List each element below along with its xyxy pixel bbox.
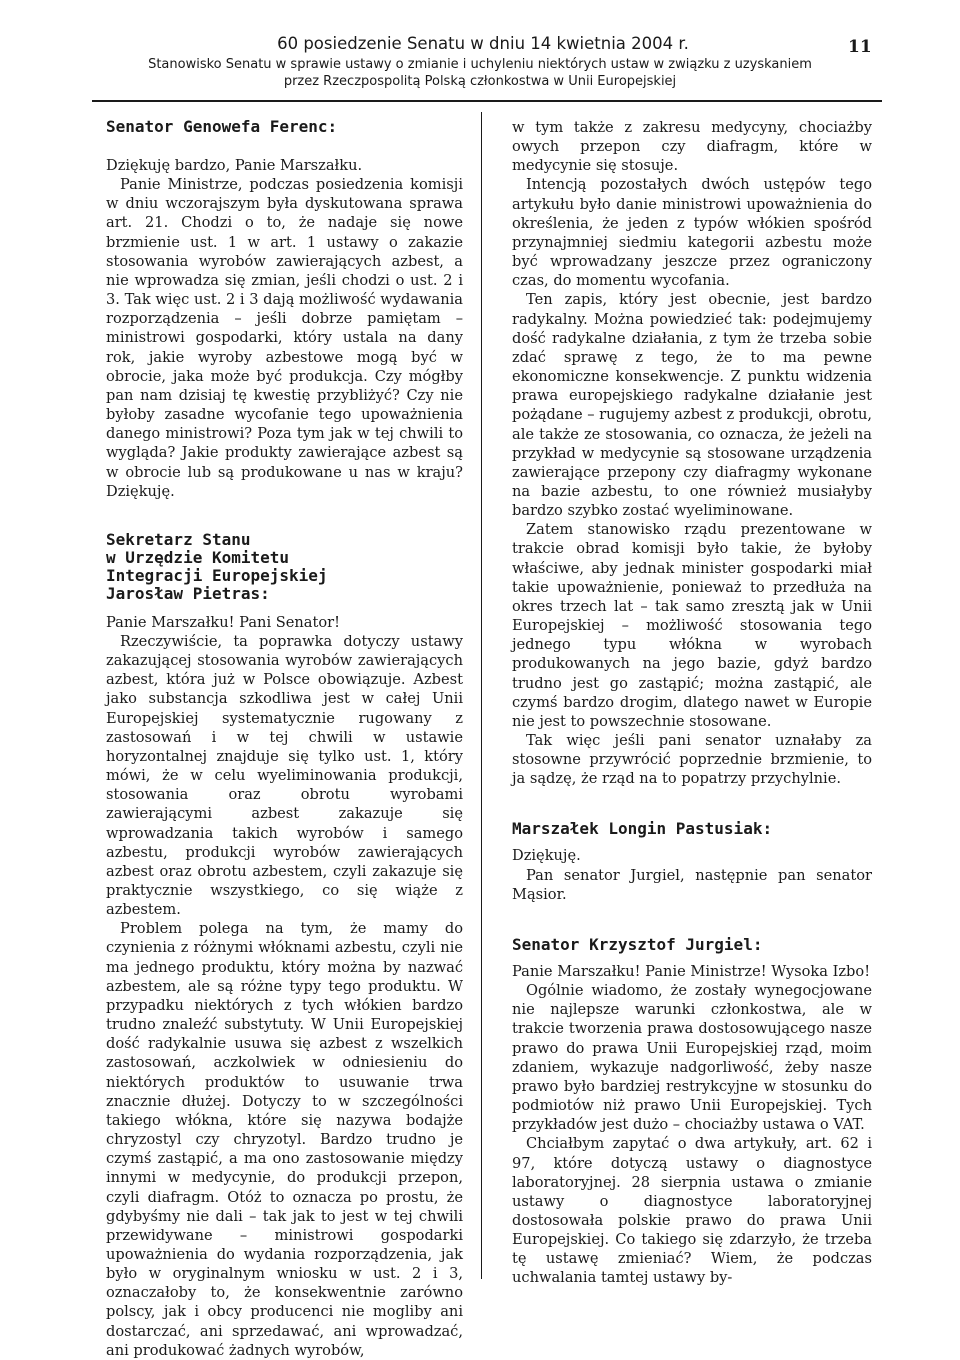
column-divider <box>481 112 482 1279</box>
paragraph: Ogólnie wiadomo, że zostały wynegocjowane nie najlepsze warunki członkostwa, ale w trakcie tworzenia prawa dostosowującego nasze prawo do prawa Unii Europejskiej rząd, moim zdaniem, wykazuje nadgorliwość, żeby nasze prawo było bardziej restrykcyjne w stosunku do podmiotów niż prawo Unii Europejskiej. Tych przykładów jest dużo – chociażby ustawa o VAT. <box>512 982 872 1134</box>
paragraph: Panie Marszałku! Pani Senator! <box>106 613 340 631</box>
paragraph: Panie Marszałku! Panie Ministrze! Wysoka Izbo! <box>512 962 871 980</box>
paragraph: Intencją pozostałych dwóch ustępów tego artykułu było danie ministrowi upoważnienia do określenia, że jeden z typów włókien spośród przynajmniej siedmiu kategorii azbestu może być wprowadzany jeszcze przez ograniczony czas, do momentu wycofania. <box>512 176 872 290</box>
left-column <box>106 118 463 1360</box>
speaker-heading: Sekretarz Stanu w Urzędzie Komitetu Integracji Europejskiej Jarosław Pietras: <box>106 529 328 603</box>
paragraph: Panie Ministrze, podczas posiedzenia komisji w dniu wczorajszym była dyskutowana sprawa art. 21. Chodzi o to, że nadaje się nowe brzmienie ust. 1 w art. 1 ustawy o zakazie stosowania wyrobów zawierających azbest, a nie wprowadza się zmian, jeśli chodzi o ust. 2 i 3. Tak więc ust. 2 i 3 dają możliwość wydawania rozporządzenia – jeśli dobrze pamiętam – ministrowi gospodarki, który ustala na dany rok, jakie wyroby azbestowe mogą być w obrocie, jaka może być produkcja. Czy mógłby pan nam dzisiaj tę kwestię przybliżyć? Czy nie byłoby zasadne wycofanie tego upoważnienia danego ministrowi? Poza tym jak w tej chwili to wygląda? Jakie produkty zawierające azbest są w obrocie lub są produkowane u nas w kraju? Dziękuję. <box>106 176 464 500</box>
page-number: 11 <box>848 37 872 57</box>
paragraph: Tak więc jeśli pani senator uznałaby za stosowne przywrócić poprzednie brzmienie, to ja sądzę, że rząd na to popatrzy przychylnie. <box>512 732 872 788</box>
paragraph: Problem polega na tym, że mamy do czynienia z różnymi włóknami azbestu, czyli nie ma jednego produktu, który można by nazwać azbestem, ale są różne typy tego produktu. W przypadku niektórych z tych włókien bardzo trudno znaleźć substytuty. W Unii Europejskiej dość radykalnie usuwa się azbest z wszelkich zastosowań, aczkolwiek w odniesieniu do niektórych produktów to usuwanie trwa znacznie dłużej. Dotyczy to w szczególności takiego włókna, które się nazywa bodajże chryzostyl czy chryzotyl. Bardzo trudno je czymś zastąpić, a ma ono zastosowanie między innymi w medycynie, do produkcji przepon, czyli diafragm. Otóż to oznacza po prostu, że gdybyśmy nie dali – tak jak to jest w tej chwili przewidywane – ministrowi gospodarki upoważnienia do wydania rozporządzenia, jak było w oryginalnym wniosku w ust. 2 i 3, oznaczałoby to, że konsekwentnie zarówno polscy, jak i obcy producenci nie mogliby ani dostarczać, ani sprzedawać, ani wprowadzać, ani produkować żadnych wyrobów, <box>106 920 463 1359</box>
document-subtitle-line2: przez Rzeczpospolitą Polską członkostwa w Unii Europejskiej <box>283 74 677 89</box>
document-subtitle-line1: Stanowisko Senatu w sprawie ustawy o zmianie i uchyleniu niektórych ustaw w związku z uzyskaniem <box>148 57 812 72</box>
speaker-heading: Senator Genowefa Ferenc: <box>106 117 338 136</box>
session-title: 60 posiedzenie Senatu w dniu 14 kwietnia 2004 r. <box>277 34 689 53</box>
paragraph: Dziękuję bardzo, Panie Marszałku. <box>106 157 363 174</box>
right-column <box>512 118 872 1288</box>
paragraph: w tym także z zakresu medycyny, chociażby owych przepon czy diafragm, które w medycynie się stosuje. <box>512 119 872 175</box>
paragraph: Zatem stanowisko rządu prezentowane w trakcie obrad komisji było takie, że byłoby właściwe, aby jednak minister gospodarki miał takie upoważnienie, ponieważ to przedłuża na okres trzech lat – tak samo zresztą jak w Unii Europejskiej – możliwość stosowania tego jednego typu włókna w wyrobach produkowanych na jego bazie, gdyż bardzo trudno jest go zastąpić; można zastąpić, ale czymś bardzo drogim, dlatego nawet w Europie nie jest to powszechnie stosowane. <box>512 521 872 730</box>
paragraph: Rzeczywiście, ta poprawka dotyczy ustawy zakazującej stosowania wyrobów zawierających azbest, która już w Polsce obowiązuje. Azbest jako substancja szkodliwa jest w całej Unii Europejskiej systematycznie rugowany z zastosowań i w tej chwili w ustawie horyzontalnej znajduje się tylko ust. 1, który mówi, że w celu wyeliminowania produkcji, stosowania oraz obrotu wyrobami zawierającymi azbest zakazuje się wprowadzania takich wyrobów i samego azbestu, produkcji wyrobów zawierających azbest oraz obrotu azbestem, czyli zakazuje się praktycznie wszystkiego, co się wiąże z azbestem. <box>106 632 463 919</box>
speaker-heading: Senator Krzysztof Jurgiel: <box>512 934 763 954</box>
paragraph: Chciałbym zapytać o dwa artykuły, art. 62 i 97, które dotyczą ustawy o diagnostyce laboratoryjnej. 28 sierpnia ustawa o zmianie ustawy o diagnostyce laboratoryjnej dostosowała polskie prawo do prawa Unii Europejskiej. Co takiego się zdarzyło, że trzeba tę ustawę zmieniać? Wiem, że podczas uchwalania tamtej ustawy by- <box>512 1135 872 1287</box>
paragraph: Ten zapis, który jest obecnie, jest bardzo radykalny. Można powiedzieć tak: podejmujemy dość radykalne działania, z tym że trzeba sobie zdać sprawę z tego, że to ma pewne ekonomiczne konsekwencje. Z punktu widzenia prawa europejskiego radykalne działanie jest pożądane – rugujemy azbest z produkcji, obrotu, ale także ze stosowania, co oznacza, że jeżeli na przykład w medycynie są stosowane urządzenia zawierające przepony czy diafragmy wykonane na bazie azbestu, to one również musiałyby bardzo szybko zostać wyeliminowane. <box>512 291 872 520</box>
speaker-heading: Marszałek Longin Pastusiak: <box>512 819 773 839</box>
paragraph: Pan senator Jurgiel, następnie pan senator Mąsior. <box>512 866 872 903</box>
header-divider <box>92 100 882 102</box>
paragraph: Dziękuję. <box>512 847 581 865</box>
